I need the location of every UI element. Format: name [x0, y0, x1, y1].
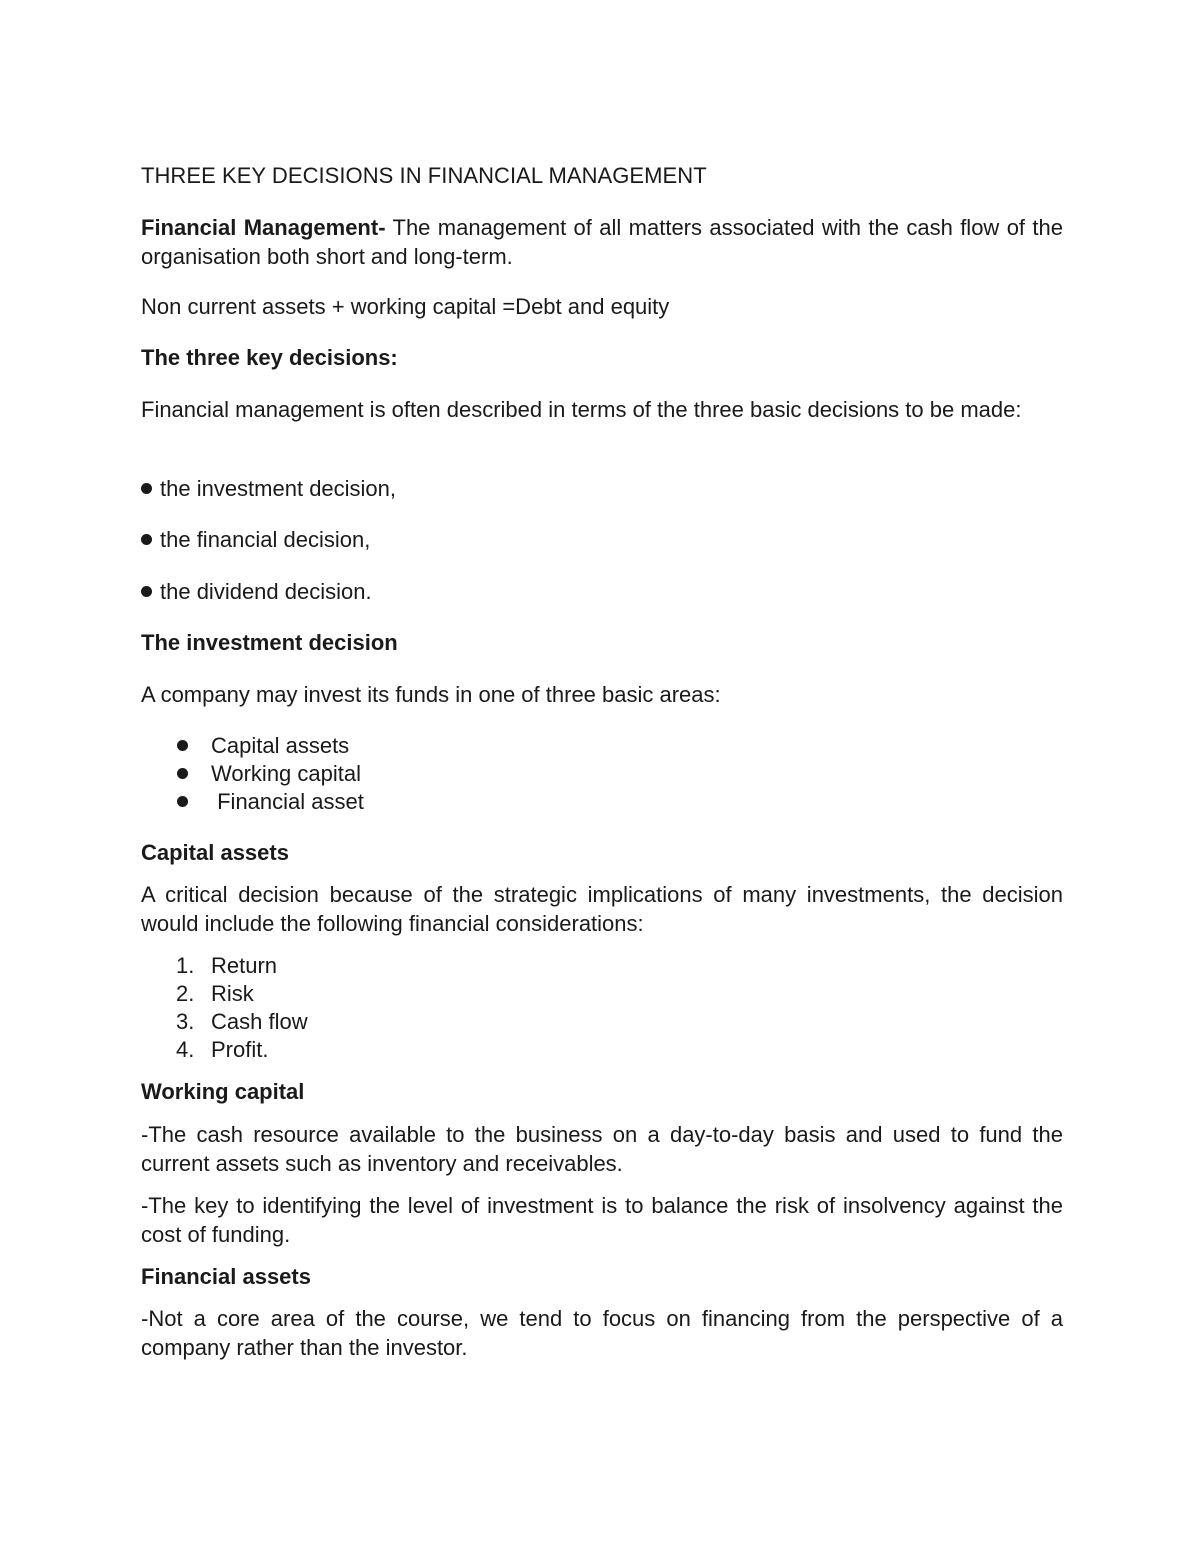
bullet-icon	[177, 740, 188, 751]
decision-item: the investment decision,	[141, 475, 396, 503]
definition-paragraph	[141, 214, 1063, 271]
decision-item: the financial decision,	[141, 526, 370, 554]
definition-text: The management of all matters associated with the cash flow of the organisation both short and long-term.	[141, 215, 1063, 269]
financial-assets-p1: -Not a core area of the course, we tend to focus on financing from the perspective of a company rather than the investor.	[141, 1306, 1063, 1360]
working-capital-heading: Working capital	[141, 1079, 305, 1104]
three-key-heading: The three key decisions:	[141, 345, 398, 370]
capital-assets-heading: Capital assets	[141, 840, 289, 865]
document-title: THREE KEY DECISIONS IN FINANCIAL MANAGEMENT	[141, 163, 707, 188]
financial-assets-heading: Financial assets	[141, 1264, 311, 1289]
bullet-icon	[177, 768, 188, 779]
investment-intro: A company may invest its funds in one of three basic areas:	[141, 682, 721, 707]
three-key-intro: Financial management is often described in terms of the three basic decisions to be made:	[141, 397, 1022, 422]
equation-line: Non current assets + working capital =Debt and equity	[141, 294, 670, 319]
capital-assets-text: A critical decision because of the strategic implications of many investments, the decision would include the following financial considerations:	[141, 882, 1063, 936]
working-capital-p2: -The key to identifying the level of investment is to balance the risk of insolvency against the cost of funding.	[141, 1193, 1063, 1247]
bullet-icon	[141, 483, 152, 494]
decision-item: the dividend decision.	[141, 578, 372, 606]
bullet-icon	[141, 586, 152, 597]
bullet-icon	[141, 534, 152, 545]
working-capital-p1: -The cash resource available to the business on a day-to-day basis and used to fund the current assets such as inventory and receivables.	[141, 1122, 1063, 1176]
bullet-icon	[177, 796, 188, 807]
investment-heading: The investment decision	[141, 630, 398, 655]
definition-term: Financial Management-	[141, 215, 386, 240]
